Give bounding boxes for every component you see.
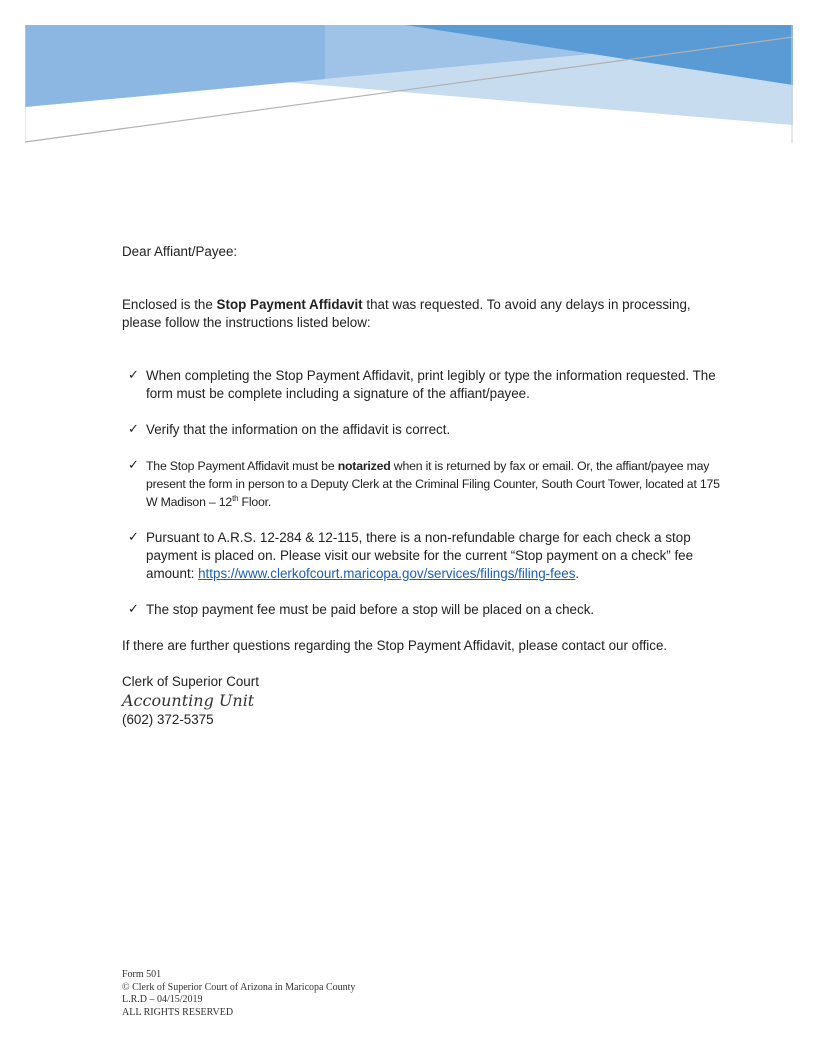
list-item [122, 529, 732, 583]
footer-revision: L.R.D – 04/15/2019 [122, 994, 203, 1005]
signoff-unit: Accounting Unit [122, 691, 255, 710]
checkmark-icon: ✓ [128, 368, 139, 383]
filing-fees-link[interactable]: https://www.clerkofcourt.maricopa.gov/services/filings/filing-fees [198, 566, 576, 581]
checkmark-icon: ✓ [128, 602, 139, 617]
footer-form-number: Form 501 [122, 969, 162, 980]
list-item [122, 421, 732, 439]
instruction-text: Pursuant to A.R.S. 12-284 & 12-115, there is a non-refundable charge for each check a stop payment is placed on. Please visit our website for the current “Stop payment on a check” fee amount: [146, 530, 694, 581]
list-item [122, 601, 732, 619]
instruction-list [122, 367, 732, 619]
instruction-text: The stop payment fee must be paid before a stop will be placed on a check. [146, 602, 595, 617]
intro-paragraph [122, 296, 732, 332]
closing-paragraph: If there are further questions regarding the Stop Payment Affidavit, please contact our office. [122, 638, 668, 653]
intro-text-after: that was requested. To avoid any delays in processing, please follow the instructions listed below: [122, 297, 691, 330]
instruction-text: When completing the Stop Payment Affidavit, print legibly or type the information requested. The form must be complete including a signature of the affiant/payee. [146, 368, 716, 401]
instruction-text-continued: when it is returned by fax or email. Or, the affiant/payee may present the form in person to a Deputy Clerk at the Criminal Filing Counter, South Court Tower, located at 175 W Madison – 12 [146, 459, 720, 509]
footer-copyright: © Clerk of Superior Court of Arizona in Maricopa County [122, 981, 356, 993]
list-item [122, 367, 732, 403]
signoff-org: Clerk of Superior Court [122, 674, 259, 689]
letter-body [122, 243, 732, 729]
instruction-text-end: . [575, 566, 580, 581]
checkmark-icon: ✓ [128, 422, 139, 437]
checkmark-icon: ✓ [128, 458, 139, 473]
footer-rights: ALL RIGHTS RESERVED [122, 1006, 234, 1018]
floor-ordinal-suffix: th [232, 493, 239, 503]
signoff-block [122, 673, 732, 729]
instruction-text-end: Floor. [238, 495, 272, 509]
intro-bold-form-name: Stop Payment Affidavit [216, 297, 363, 312]
header-banner-graphic [25, 25, 793, 145]
instruction-text: Verify that the information on the affidavit is correct. [146, 422, 451, 437]
list-item [122, 457, 732, 511]
intro-text-before: Enclosed is the [122, 297, 217, 312]
header-banner [25, 25, 793, 145]
signoff-phone: (602) 372-5375 [122, 712, 214, 727]
checkmark-icon: ✓ [128, 530, 139, 545]
notarized-emphasis: notarized [337, 459, 391, 473]
instruction-text: The Stop Payment Affidavit must be [146, 459, 338, 473]
salutation: Dear Affiant/Payee: [122, 244, 238, 259]
page-footer [122, 969, 355, 1019]
